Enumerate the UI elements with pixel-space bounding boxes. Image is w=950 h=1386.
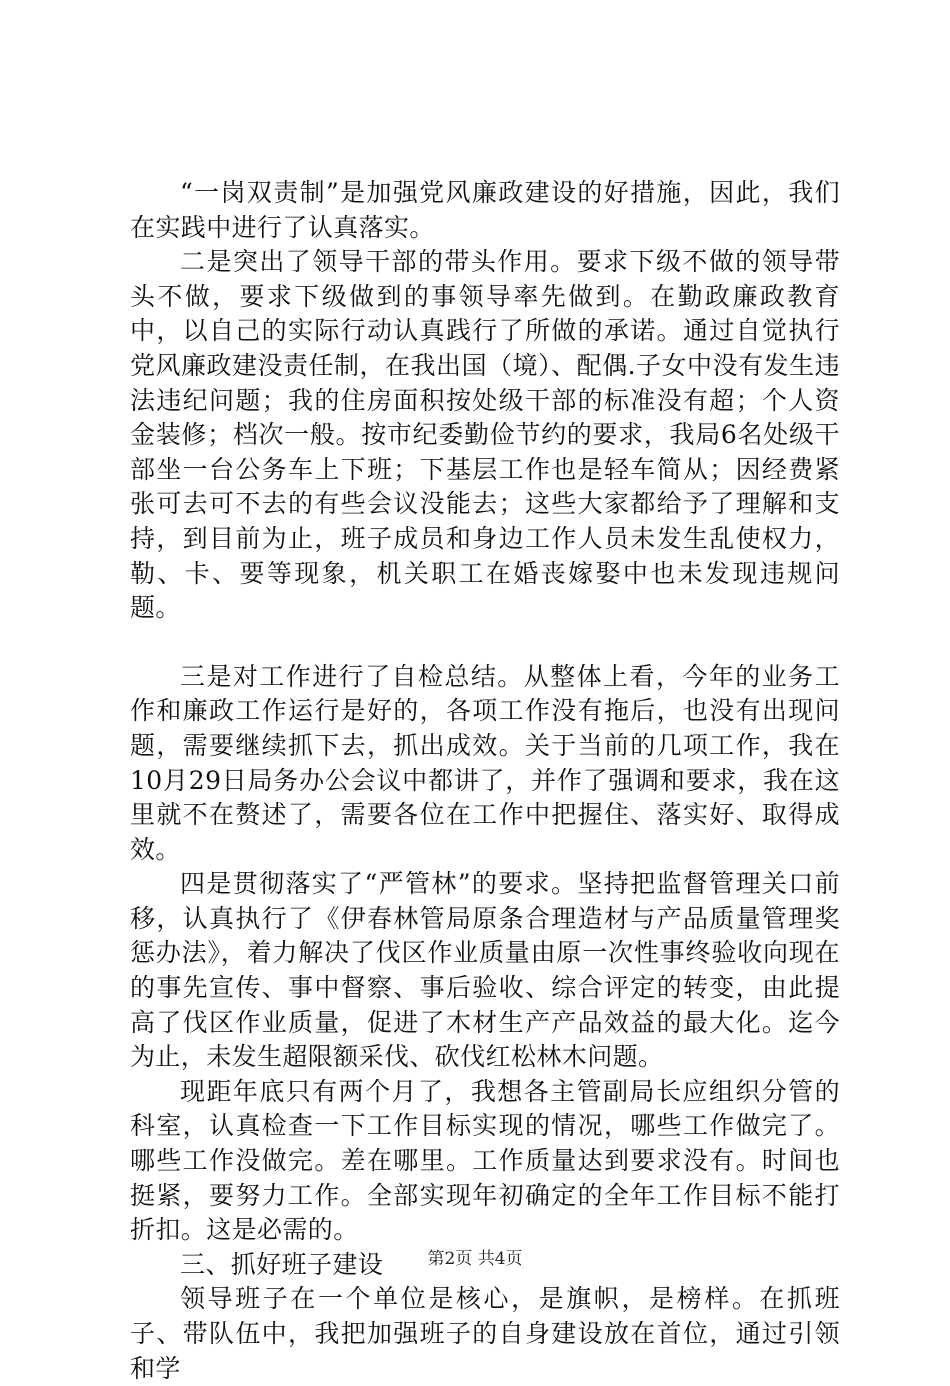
page-number-footer: 第2页 共4页	[427, 1249, 523, 1269]
body-text	[130, 176, 840, 1386]
paragraph-5: 现距年底只有两个月了，我想各主管副局长应组织分管的科室，认真检查一下工作目标实现的情况，哪些工作做完了。哪些工作没做完。差在哪里。工作质量达到要求没有。时间也挺紧，要努力工作。全部实现年初确定的全年工作目标不能打折扣。这是必需的。	[130, 1076, 840, 1245]
section-heading: 三、抓好班子建设	[180, 1249, 384, 1279]
paragraph-3: 三是对工作进行了自检总结。从整体上看，今年的业务工作和廉政工作运行是好的，各项工作没有拖后，也没有出现问题，需要继续抓下去，抓出成效。关于当前的几项工作，我在10月29日局务办公会议中都讲了，并作了强调和要求，我在这里就不在赘述了，需要各位在工作中把握住、落实好、取得成效。	[130, 661, 840, 864]
paragraph-1: “一岗双责制”是加强党风廉政建设的好措施，因此，我们在实践中进行了认真落实。	[130, 178, 840, 242]
paragraph-2: 二是突出了领导干部的带头作用。要求下级不做的领导带头不做，要求下级做到的事领导率先做到。在勤政廉政教育中，以自己的实际行动认真践行了所做的承诺。通过自觉执行党风廉政建没责任制，在我出国（境）、配偶.子女中没有发生违法违纪问题；我的住房面积按处级干部的标准没有超；个人资金装修；档次一般。按市纪委勤俭节约的要求，我局6名处级干部坐一台公务车上下班；下基层工作也是轻车简从；因经费紧张可去可不去的有些会议没能去；这些大家都给予了理解和支持，到目前为止，班子成员和身边工作人员未发生乱使权力，勒、卡、要等现象，机关职工在婚丧嫁娶中也未发现违规问题。	[130, 247, 840, 623]
paragraph-4: 四是贯彻落实了“严管林”的要求。坚持把监督管理关口前移，认真执行了《伊春林管局原条合理造材与产品质量管理奖惩办法》，着力解决了伐区作业质量由原一次性事终验收向现在的事先宣传、事中督察、事后验收、综合评定的转变，由此提高了伐区作业质量，促进了木材生产产品效益的最大化。迄今为止，未发生超限额采伐、砍伐红松林木问题。	[130, 869, 840, 1072]
paragraph-6: 领导班子在一个单位是核心，是旗帜，是榜样。在抓班子、带队伍中，我把加强班子的自身建设放在首位，通过引领和学	[130, 1284, 840, 1383]
